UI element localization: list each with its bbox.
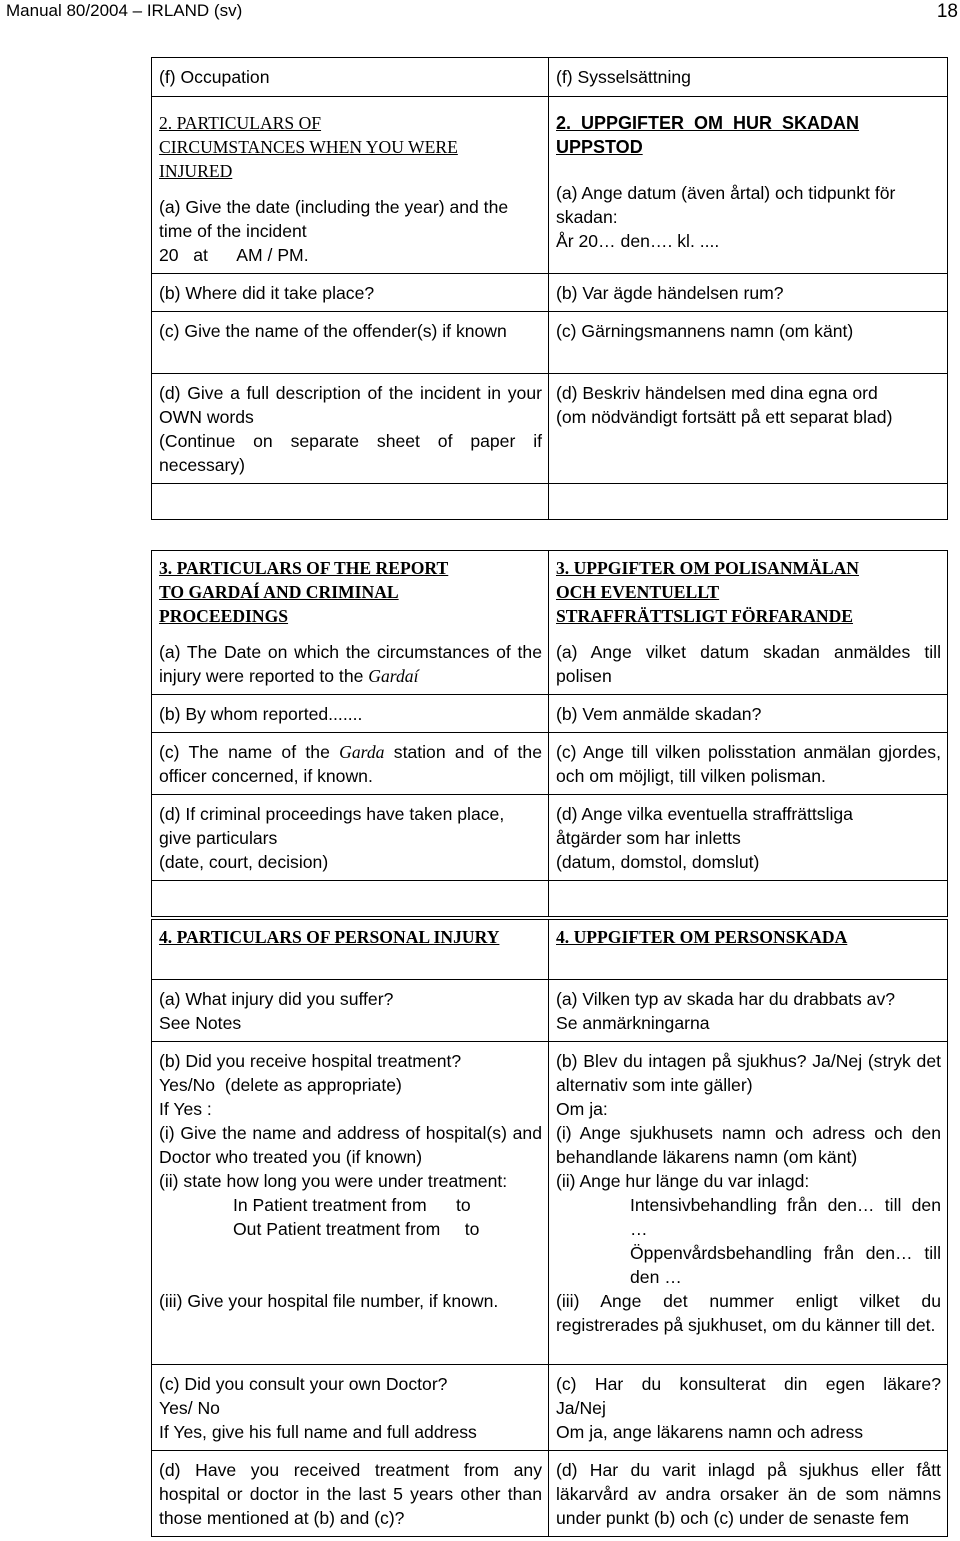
- s4b-sv-line4: (ii) Ange hur länge du var inlagd:: [556, 1171, 810, 1191]
- section-3-heading-sv: [556, 556, 941, 628]
- s3-blank-en: [152, 881, 549, 917]
- s4c-en-line2: Yes/ No: [159, 1398, 220, 1418]
- s2b-en: [152, 274, 549, 312]
- s2a-sv-line2: skadan:: [556, 207, 618, 227]
- s3c-sv-text: (c) Ange till vilken polisstation anmälan gjordes, och om möjligt, till vilken polisman.: [556, 742, 941, 786]
- occupation-sv: [549, 58, 948, 97]
- s3b-en-text: (b) By whom reported.......: [159, 704, 363, 724]
- s2c-en-text: (c) Give the name of the offender(s) if known: [159, 321, 507, 341]
- s3b-sv-text: (b) Vem anmälde skadan?: [556, 704, 762, 724]
- s2c-sv: [549, 312, 948, 374]
- s4c-sv: [549, 1365, 948, 1451]
- s4a-sv: [549, 980, 948, 1042]
- s2a-sv-line3: År 20… den…. kl. ....: [556, 231, 720, 251]
- s4d-en: [152, 1451, 549, 1537]
- s2-heading-en-line1: 2. PARTICULARS OF: [159, 113, 322, 133]
- section-2-heading-en: [159, 111, 542, 183]
- s3b-sv: [549, 695, 948, 733]
- section-2-heading-sv-cell: [549, 97, 948, 274]
- s4b-sv-line2: Om ja:: [556, 1099, 608, 1119]
- s2-heading-en-line2: CIRCUMSTANCES WHEN YOU WERE: [159, 137, 458, 157]
- s2d-sv-line1: (d) Beskriv händelsen med dina egna ord: [556, 383, 878, 403]
- section-3-table: [151, 550, 948, 917]
- s4b-en-line1: (b) Did you receive hospital treatment?: [159, 1051, 462, 1071]
- s2d-en: [152, 374, 549, 484]
- s3b-en: [152, 695, 549, 733]
- s2c-sv-text: (c) Gärningsmannens namn (om känt): [556, 321, 854, 341]
- occupation-en: [152, 58, 549, 97]
- s3a-en-italic: Gardaí: [368, 666, 419, 686]
- s3-heading-en-line1: 3. PARTICULARS OF THE REPORT: [159, 558, 449, 578]
- s3-heading-en-line3: PROCEEDINGS: [159, 606, 289, 626]
- section-2-heading-sv: [556, 111, 941, 159]
- s4d-sv: [549, 1451, 948, 1537]
- s2a-en-line3: 20 at AM / PM.: [159, 245, 309, 265]
- s3c-en-italic: Garda: [339, 742, 385, 762]
- s4b-sv-line3: (i) Ange sjukhusets namn och adress och den behandlande läkarens namn (om känt): [556, 1123, 941, 1167]
- section-3-heading-en-cell: [152, 551, 549, 695]
- s4c-sv-line3: Om ja, ange läkarens namn och adress: [556, 1422, 864, 1442]
- section-4-heading-en: [152, 920, 549, 980]
- s4b-en-line7: Out Patient treatment from to: [233, 1219, 480, 1239]
- manual-title: Manual 80/2004 – IRLAND (sv): [6, 1, 243, 20]
- s3-heading-sv-line1: 3. UPPGIFTER OM POLISANMÄLAN: [556, 558, 860, 578]
- s4b-en-line5: (ii) state how long you were under treatment:: [159, 1171, 508, 1191]
- s2a-en-line1: (a) Give the date (including the year) and the: [159, 197, 509, 217]
- s3-blank-sv: [549, 881, 948, 917]
- page-header: [0, 0, 960, 26]
- s3d-en-line3: (date, court, decision): [159, 852, 329, 872]
- s3d-en: [152, 795, 549, 881]
- s4a-sv-line1: (a) Vilken typ av skada har du drabbats av?: [556, 989, 896, 1009]
- s2a-en-line2: time of the incident: [159, 221, 307, 241]
- s4b-en-line8: (iii) Give your hospital file number, if known.: [159, 1291, 499, 1311]
- s2d-en-line2: (Continue on separate sheet of paper if necessary): [159, 431, 542, 475]
- s3a-sv: [556, 640, 941, 688]
- s4b-en-line2: Yes/No (delete as appropriate): [159, 1075, 402, 1095]
- s3-heading-sv-line3: STRAFFRÄTTSLIGT FÖRFARANDE: [556, 606, 854, 626]
- s2d-sv-line2: (om nödvändigt fortsätt på ett separat blad): [556, 407, 893, 427]
- s3d-en-line1: (d) If criminal proceedings have taken place,: [159, 804, 505, 824]
- s4b-en: [152, 1042, 549, 1365]
- s4b-sv-line5: Intensivbehandling från den… till den …: [630, 1195, 941, 1239]
- s4a-en-line2: See Notes: [159, 1013, 242, 1033]
- s4c-en: [152, 1365, 549, 1451]
- s4c-sv-line1: (c) Har du konsulterat din egen läkare?: [556, 1374, 941, 1394]
- s2-blank-en: [152, 484, 549, 520]
- page-number: 18: [936, 1, 958, 22]
- occupation-sv-text: (f) Sysselsättning: [556, 67, 691, 87]
- s4a-sv-line2: Se anmärkningarna: [556, 1013, 710, 1033]
- s4c-en-line3: If Yes, give his full name and full address: [159, 1422, 477, 1442]
- s4a-en: [152, 980, 549, 1042]
- s4b-sv-line7: (iii) Ange det nummer enligt vilket du registrerades på sjukhuset, om du känner till det.: [556, 1291, 941, 1335]
- s4b-en-line3: If Yes :: [159, 1099, 212, 1119]
- s3d-sv-line1: (d) Ange vilka eventuella straffrättsliga: [556, 804, 853, 824]
- section-4-table: [151, 919, 948, 1537]
- s4b-en-line6: In Patient treatment from to: [233, 1195, 471, 1215]
- s2d-en-line1: (d) Give a full description of the incident in your OWN words: [159, 383, 542, 427]
- s3-heading-en-line2: TO GARDAÍ AND CRIMINAL: [159, 582, 399, 602]
- s3c-en-post: station and of the officer concerned, if known.: [159, 742, 542, 786]
- section-2-table: [151, 57, 948, 520]
- section-2-heading-en-cell: [152, 97, 549, 274]
- s2a-en: [159, 195, 542, 267]
- s4d-sv-text: (d) Har du varit inlagd på sjukhus eller fått läkarvård av andra orsaker än de som nämns under punkt (b) och (c) under de senaste fem: [556, 1460, 941, 1528]
- s2b-en-text: (b) Where did it take place?: [159, 283, 375, 303]
- s4d-en-text: (d) Have you received treatment from any hospital or doctor in the last 5 years other than those mentioned at (b) and (c)?: [159, 1460, 542, 1528]
- s2c-en: [152, 312, 549, 374]
- s3d-sv-line3: (datum, domstol, domslut): [556, 852, 760, 872]
- s4-heading-sv-text: 4. UPPGIFTER OM PERSONSKADA: [556, 927, 848, 947]
- s3c-en: [152, 733, 549, 795]
- s2b-sv-text: (b) Var ägde händelsen rum?: [556, 283, 784, 303]
- s2b-sv: [549, 274, 948, 312]
- s4a-en-line1: (a) What injury did you suffer?: [159, 989, 394, 1009]
- s2-heading-en-line3: INJURED: [159, 161, 233, 181]
- s3-heading-sv-line2: OCH EVENTUELLT: [556, 582, 720, 602]
- s3d-sv: [549, 795, 948, 881]
- section-4-heading-sv: [549, 920, 948, 980]
- s4c-en-line1: (c) Did you consult your own Doctor?: [159, 1374, 448, 1394]
- s2a-sv-line1: (a) Ange datum (även årtal) och tidpunkt för: [556, 183, 896, 203]
- s4b-sv-line1: (b) Blev du intagen på sjukhus? Ja/Nej (stryk det alternativ som inte gäller): [556, 1051, 941, 1095]
- s3a-en: [159, 640, 542, 688]
- s2d-sv: [549, 374, 948, 484]
- s3a-en-text: (a) The Date on which the circumstances of the injury were reported to the: [159, 642, 542, 686]
- s2-heading-sv-line1: 2. UPPGIFTER OM HUR SKADAN: [556, 113, 860, 133]
- section-3-heading-sv-cell: [549, 551, 948, 695]
- s3a-sv-text: (a) Ange vilket datum skadan anmäldes till polisen: [556, 642, 941, 686]
- s2a-sv: [556, 181, 941, 253]
- occupation-en-text: (f) Occupation: [159, 67, 270, 87]
- s3d-en-line2: give particulars: [159, 828, 278, 848]
- section-3-heading-en: [159, 556, 542, 628]
- s4-heading-en-text: 4. PARTICULARS OF PERSONAL INJURY: [159, 927, 500, 947]
- s2-blank-sv: [549, 484, 948, 520]
- s4b-sv: [549, 1042, 948, 1365]
- s3c-sv: [549, 733, 948, 795]
- s3d-sv-line2: åtgärder som har inletts: [556, 828, 741, 848]
- s4b-en-line4: (i) Give the name and address of hospital(s) and Doctor who treated you (if known): [159, 1123, 542, 1167]
- s4b-sv-line6: Öppenvårdsbehandling från den… till den …: [630, 1243, 941, 1287]
- s3c-en-pre: (c) The name of the: [159, 742, 340, 762]
- s4c-sv-line2: Ja/Nej: [556, 1398, 606, 1418]
- s2-heading-sv-line2: UPPSTOD: [556, 137, 643, 157]
